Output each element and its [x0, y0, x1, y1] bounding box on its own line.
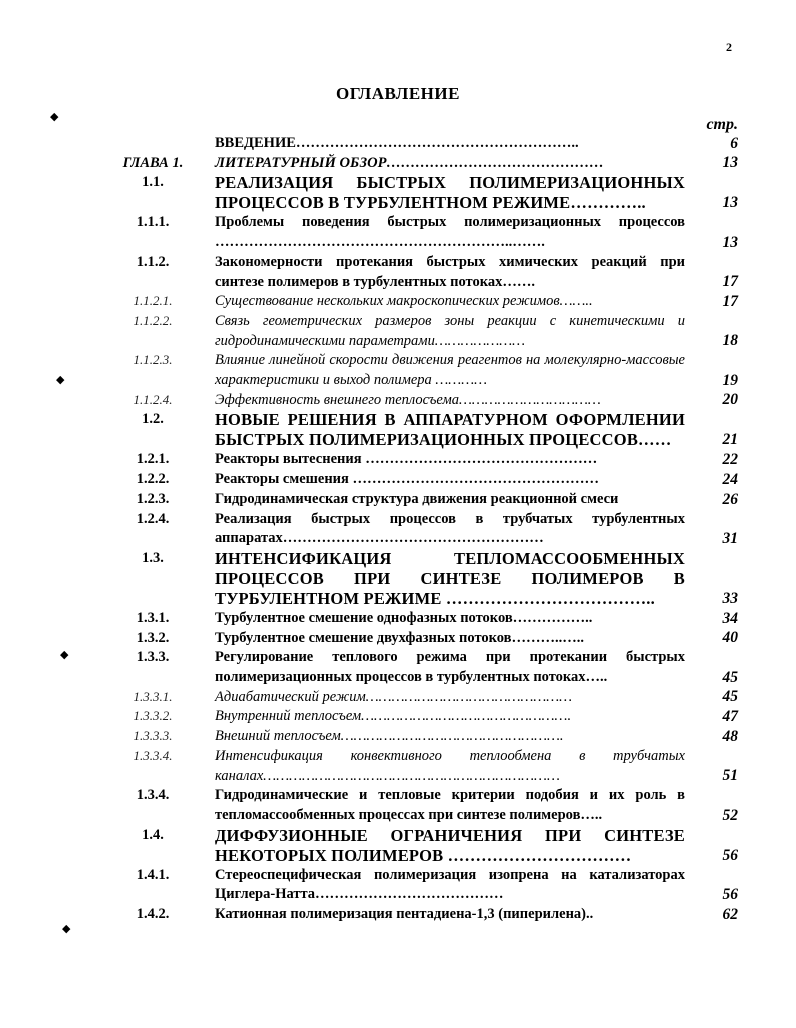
toc-entry-1-3[interactable] — [0, 549, 796, 609]
toc-entry-page: 21 — [722, 431, 738, 449]
toc-entry-number: 1.2.2. — [136, 471, 170, 488]
toc-entry-1-3-3-4[interactable] — [0, 747, 796, 786]
toc-entry-1-3-3-1[interactable] — [0, 688, 796, 708]
toc-entry-1-1-2-2[interactable] — [0, 312, 796, 351]
toc-entry-number: 1.3.2. — [136, 629, 170, 646]
toc-entry-page: 40 — [722, 629, 738, 647]
toc-entry-title: Адиабатический режим………………………………………… — [215, 688, 573, 705]
toc-entry-page: 19 — [722, 371, 738, 389]
toc-entry-number: 1.3.3. — [136, 649, 170, 666]
toc-entry-title: Реализация быстрых процессов в трубчатых турбулентных аппаратах……………………………………………… — [215, 510, 685, 547]
toc-entry-number: 1.2.1. — [136, 451, 170, 468]
toc-entry-page: 17 — [722, 273, 738, 291]
toc-entry-page: 56 — [722, 846, 738, 864]
toc-entry-number: ГЛАВА 1. — [122, 154, 184, 171]
toc-entry-1-1-2-3[interactable] — [0, 351, 796, 390]
toc-entry-number: 1.3.1. — [136, 609, 170, 626]
toc-entry-title: Стереоспецифическая полимеризация изопрена на катализаторах Циглера-Натта………………………………… — [215, 866, 685, 903]
toc-entry-number: 1.3. — [142, 549, 164, 566]
toc-entry-number: 1.4. — [142, 826, 164, 843]
toc-entry-1-3-1[interactable] — [0, 609, 796, 629]
toc-entry-page: 31 — [722, 529, 738, 547]
toc-entry-1-2-3[interactable] — [0, 490, 796, 510]
toc-entry-number: 1.3.3.4. — [133, 747, 173, 763]
toc-entry-title: Проблемы поведения быстрых полимеризационных процессов ……………………………………………………..……. — [215, 214, 685, 251]
toc-entry-1-2-2[interactable] — [0, 470, 796, 490]
toc-entry-title: Регулирование теплового режима при протекании быстрых полимеризационных процессов в турбулентных потоках….. — [215, 649, 685, 686]
toc-entry-number: 1.3.3.1. — [133, 688, 173, 704]
toc-entry-number: 1.4.1. — [136, 866, 170, 883]
toc-entry-number: 1.1.2.1. — [133, 293, 173, 309]
toc-entry-page: 34 — [722, 609, 738, 627]
toc-entry-number: 1.2.3. — [136, 490, 170, 507]
toc-entry-title: Турбулентное смешение однофазных потоков…………….. — [215, 609, 593, 626]
toc-entry-1-1-1[interactable] — [0, 213, 796, 252]
toc-entry-intro[interactable] — [0, 134, 796, 154]
toc-entry-page: 17 — [722, 292, 738, 310]
toc-entry-number: 1.1.2. — [136, 253, 170, 270]
toc-entry-page: 22 — [722, 451, 738, 469]
toc-entry-1-3-4[interactable] — [0, 786, 796, 825]
toc-entry-title: Связь геометрических размеров зоны реакции с кинетическими и гидродинамическими параметрами………………… — [215, 312, 685, 349]
toc-entry-title: Реакторы смешения …………………………………………… — [215, 471, 600, 488]
toc-entry-page: 6 — [730, 134, 738, 152]
toc-entry-title: НОВЫЕ РЕШЕНИЯ В АППАРАТУРНОМ ОФОРМЛЕНИИ БЫСТРЫХ ПОЛИМЕРИЗАЦИОННЫХ ПРОЦЕССОВ…… — [215, 410, 685, 450]
toc-entry-number: 1.3.3.2. — [133, 708, 173, 724]
toc-entry-title: Влияние линейной скорости движения реагентов на молекулярно-массовые характеристики и выход полимера ………… — [215, 352, 685, 389]
toc-entry-title: Катионная полимеризация пентадиена-1,3 (пиперилена).. — [215, 906, 594, 923]
toc-entry-title: Гидродинамические и тепловые критерии подобия и их роль в тепломассообменных процессах при синтезе полимеров….. — [215, 787, 685, 823]
toc-entry-number: 1.4.2. — [136, 906, 170, 923]
toc-entry-title: Внешний теплосъем……………………………………………. — [215, 728, 564, 745]
toc-entry-page: 47 — [722, 708, 738, 726]
toc-entry-number: 1.1.1. — [136, 214, 170, 231]
toc-entry-number: 1.2.4. — [136, 510, 170, 527]
toc-entry-page: 51 — [722, 767, 738, 785]
toc-entry-1-3-3-2[interactable] — [0, 707, 796, 727]
toc-entry-page: 33 — [722, 589, 738, 607]
toc-entry-1-4-1[interactable] — [0, 866, 796, 905]
toc-entry-1-2-4[interactable] — [0, 510, 796, 549]
toc-entry-1-3-3-3[interactable] — [0, 727, 796, 747]
toc-entry-page: 45 — [722, 688, 738, 706]
toc-entry-title: ИНТЕНСИФИКАЦИЯ ТЕПЛОМАССООБМЕННЫХ ПРОЦЕССОВ ПРИ СИНТЕЗЕ ПОЛИМЕРОВ В ТУРБУЛЕНТНОМ РЕЖИМЕ ……………………………….. — [215, 548, 685, 608]
toc-entry-number: 1.2. — [142, 411, 164, 428]
toc-entry-number: 1.1.2.3. — [133, 352, 173, 368]
toc-entry-title: ВВЕДЕНИЕ………………………………………………….. — [215, 135, 579, 151]
toc-entry-page: 24 — [722, 470, 738, 488]
toc-entry-1-1[interactable] — [0, 173, 796, 213]
toc-entry-page: 48 — [722, 727, 738, 745]
pages-column-header: стр. — [706, 116, 738, 133]
toc-entry-number: 1.1.2.2. — [133, 312, 173, 328]
toc-entry-page: 20 — [722, 391, 738, 409]
document-title: ОГЛАВЛЕНИЕ — [336, 84, 460, 103]
page-number: 2 — [726, 40, 732, 54]
toc-entry-title: Внутренний теплосъем…………………………………………. — [215, 708, 572, 725]
toc-entry-page: 56 — [722, 886, 738, 904]
toc-entry-number: 1.3.4. — [136, 787, 170, 804]
toc-entry-page: 62 — [722, 905, 738, 923]
toc-entry-number: 1.3.3.3. — [133, 728, 173, 744]
toc-entry-page: 13 — [722, 233, 738, 251]
scan-mark-icon: ◆ — [50, 111, 59, 123]
toc-entry-title: Турбулентное смешение двухфазных потоков………..….. — [215, 629, 585, 646]
toc-entry-title: ДИФФУЗИОННЫЕ ОГРАНИЧЕНИЯ ПРИ СИНТЕЗЕ НЕКОТОРЫХ ПОЛИМЕРОВ …………………………… — [215, 825, 685, 865]
toc-entry-page: 45 — [722, 668, 738, 686]
toc-entry-1-3-2[interactable] — [0, 629, 796, 649]
toc-entry-number: 1.1.2.4. — [133, 391, 173, 407]
toc-entry-1-1-2[interactable] — [0, 253, 796, 292]
scan-mark-icon: ◆ — [56, 374, 65, 386]
toc-entry-1-4[interactable] — [0, 826, 796, 866]
toc-entry-number: 1.1. — [142, 174, 164, 191]
toc-entry-1-1-2-1[interactable] — [0, 292, 796, 312]
toc-entry-1-1-2-4[interactable] — [0, 391, 796, 411]
table-of-contents — [0, 134, 796, 925]
toc-entry-title: Интенсификация конвективного теплообмена в трубчатых каналах…………………………………………………………… — [215, 747, 685, 784]
scan-mark-icon: ◆ — [62, 923, 71, 935]
scan-mark-icon: ◆ — [60, 649, 69, 661]
toc-entry-title: Эффективность внешнего теплосъема…………………………… — [215, 391, 601, 408]
toc-entry-1-3-3[interactable] — [0, 648, 796, 687]
toc-entry-title: Закономерности протекания быстрых химических реакций при синтезе полимеров в турбулентных потоках……. — [215, 253, 685, 290]
toc-entry-page: 52 — [722, 806, 738, 824]
toc-entry-title: РЕАЛИЗАЦИЯ БЫСТРЫХ ПОЛИМЕРИЗАЦИОННЫХ ПРОЦЕССОВ В ТУРБУЛЕНТНОМ РЕЖИМЕ………….. — [215, 173, 685, 213]
toc-entry-page: 13 — [722, 154, 738, 172]
toc-entry-title: Гидродинамическая структура движения реакционной смеси — [215, 490, 619, 507]
toc-entry-1-4-2[interactable] — [0, 905, 796, 925]
toc-entry-page: 13 — [722, 194, 738, 212]
toc-entry-1-2-1[interactable] — [0, 450, 796, 470]
toc-entry-title: Существование нескольких макроскопических режимов…….. — [215, 293, 593, 310]
toc-entry-chapter-1[interactable] — [0, 154, 796, 174]
toc-entry-page: 18 — [722, 332, 738, 350]
toc-entry-1-2[interactable] — [0, 410, 796, 450]
toc-entry-title: ЛИТЕРАТУРНЫЙ ОБЗОР……………………………………… — [215, 154, 604, 171]
toc-entry-page: 26 — [722, 490, 738, 508]
toc-entry-title: Реакторы вытеснения ………………………………………… — [215, 451, 598, 468]
